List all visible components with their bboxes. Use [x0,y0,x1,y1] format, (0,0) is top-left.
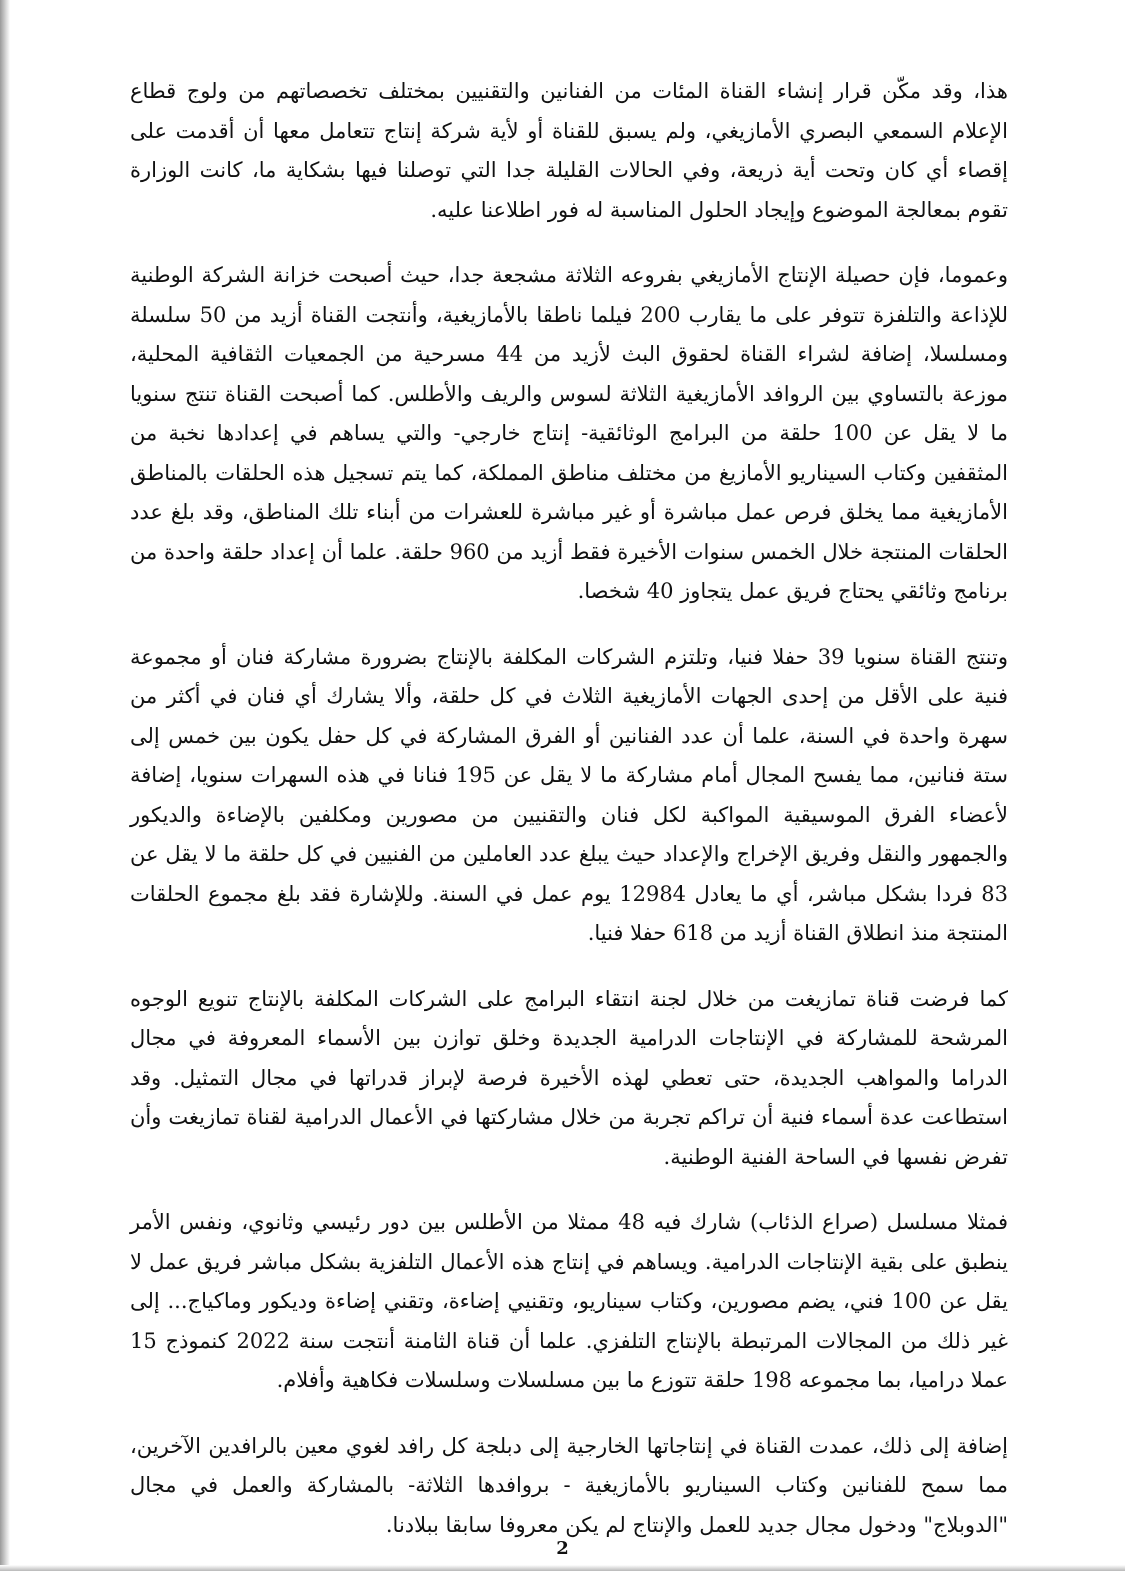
paragraph-1: هذا، وقد مكّن قرار إنشاء القناة المئات من الفنانين والتقنيين بمختلف تخصصاتهم من ولوج قطاع الإعلام السمعي البصري الأمازيغي، ولم يسبق للقناة أو لأية شركة إنتاج تتعامل معها أن أقدمت على إقصاء أي كان وتحت أية ذريعة، وفي الحالات القليلة جدا التي توصلنا فيها بشكاية ما، كانت الوزارة تقوم بمعالجة الموضوع وإيجاد الحلول المناسبة له فور اطلاعنا عليه. [130,79,1008,222]
paragraph-4: كما فرضت قناة تمازيغت من خلال لجنة انتقاء البرامج على الشركات المكلفة بالإنتاج تنويع الوجوه المرشحة للمشاركة في الإنتاجات الدرامية الجديدة وخلق توازن بين الأسماء المعروفة في مجال الدراما والمواهب الجديدة، حتى تعطي لهذه الأخيرة فرصة لإبراز قدراتها في مجال التمثيل. وقد استطاعت عدة أسماء فنية أن تراكم تجربة من خلال مشاركتها في الأعمال الدرامية لقناة تمازيغت وأن تفرض نفسها في الساحة الفنية الوطنية. [130,986,1008,1169]
paragraph-5: فمثلا مسلسل (صراع الذئاب) شارك فيه 48 ممثلا من الأطلس بين دور رئيسي وثانوي، ونفس الأمر ينطبق على بقية الإنتاجات الدرامية. ويساهم في إنتاج هذه الأعمال التلفزية بشكل مباشر فريق عمل لا يقل عن 100 فني، يضم مصورين، وكتاب سيناريو، وتقنيي إضاءة، وتقني إضاءة وديكور وماكياج... إلى غير ذلك من المجالات المرتبطة بالإنتاج التلفزي. علما أن قناة الثامنة أنتجت سنة 2022 كنموذج 15 عملا دراميا، بما مجموعه 198 حلقة تتوزع ما بين مسلسلات وسلسلات فكاهية وأفلام. [130,1210,1008,1392]
document-body [130,72,1008,1571]
paragraph-6: إضافة إلى ذلك، عمدت القناة في إنتاجاتها الخارجية إلى دبلجة كل رافد لغوي معين بالرافدين الآخرين، مما سمح للفنانين وكتاب السيناريو بالأمازيغية - بروافدها الثلاثة- بالمشاركة والعمل في مجال "الدوبلاج" ودخول مجال جديد للعمل والإنتاج لم يكن معروفا سابقا ببلادنا. [130,1433,1008,1537]
paragraph-2: وعموما، فإن حصيلة الإنتاج الأمازيغي بفروعه الثلاثة مشجعة جدا، حيث أصبحت خزانة الشركة الوطنية للإذاعة والتلفزة تتوفر على ما يقارب 200 فيلما ناطقا بالأمازيغية، وأنتجت القناة أزيد من 50 سلسلة ومسلسلا، إضافة لشراء القناة لحقوق البث لأزيد من 44 مسرحية من الجمعيات الثقافية المحلية، موزعة بالتساوي بين الروافد الأمازيغية الثلاثة لسوس والريف والأطلس. كما أصبحت القناة تنتج سنويا ما لا يقل عن 100 حلقة من البرامج الوثائقية- إنتاج خارجي- والتي يساهم في إعدادها نخبة من المثقفين وكتاب السيناريو الأمازيغ من مختلف مناطق المملكة، كما يتم تسجيل هذه الحلقات بالمناطق الأمازيغية مما يخلق فرص عمل مباشرة أو غير مباشرة للعشرات من أبناء تلك المناطق، وقد بلغ عدد الحلقات المنتجة خلال الخمس سنوات الأخيرة فقط أزيد من 960 حلقة. علما أن إعداد حلقة واحدة من برنامج وثائقي يحتاج فريق عمل يتجاوز 40 شخصا. [130,263,1009,603]
page-number: 2 [556,1538,569,1559]
scan-page-edge [0,0,10,1571]
paragraph-3: وتنتج القناة سنويا 39 حفلا فنيا، وتلتزم الشركات المكلفة بالإنتاج بضرورة مشاركة فنان أو مجموعة فنية على الأقل من إحدى الجهات الأمازيغية الثلاث في كل حلقة، وألا يشارك أي فنان في أكثر من سهرة واحدة في السنة، علما أن عدد الفنانين أو الفرق المشاركة في كل حفل يكون بين خمس إلى ستة فنانين، مما يفسح المجال أمام مشاركة ما لا يقل عن 195 فنانا في هذه السهرات سنويا، إضافة لأعضاء الفرق الموسيقية المواكبة لكل فنان والتقنيين من مصورين ومكلفين بالإضاءة والديكور والجمهور والنقل وفريق الإخراج والإعداد حيث يبلغ عدد العاملين من الفنيين في كل حلقة ما لا يقل عن 83 فردا بشكل مباشر، أي ما يعادل 12984 يوم عمل في السنة. وللإشارة فقد بلغ مجموع الحلقات المنتجة منذ انطلاق القناة أزيد من 618 حفلا فنيا. [130,644,1009,945]
